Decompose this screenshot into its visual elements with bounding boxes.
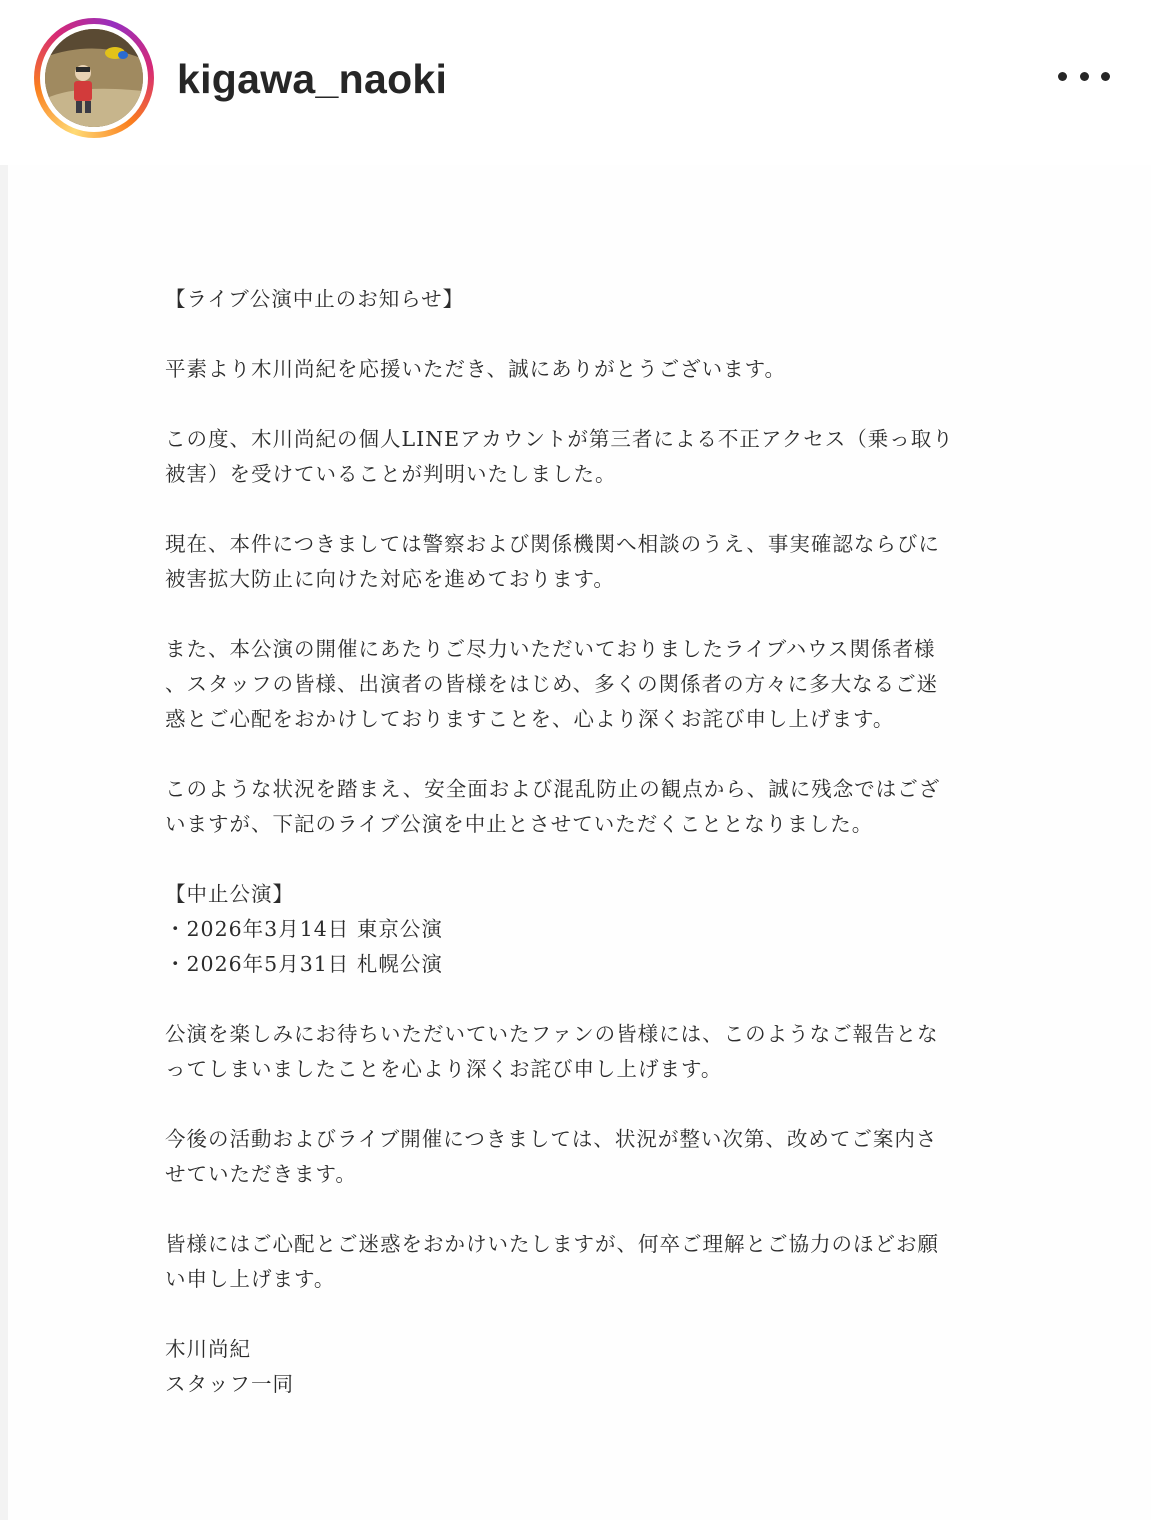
letter-paragraph-8: 皆様にはご心配とご迷惑をおかけいたしますが、何卒ご理解とご協力のほどお願 い申し上げます。 [165,1232,939,1291]
more-dot-icon [1101,72,1110,81]
cancelled-heading: 【中止公演】 [165,882,294,906]
avatar[interactable] [45,29,143,127]
letter-paragraph-3: 現在、本件につきましては警察および関係機関へ相談のうえ、事実確認ならびに 被害拡大防止に向けた対応を進めております。 [165,532,940,591]
letter-paragraph-1: 平素より木川尚紀を応援いただき、誠にありがとうございます。 [165,357,787,381]
letter-paragraph-2: この度、木川尚紀の個人LINEアカウントが第三者による不正アクセス（乗っ取り 被害）を受けていることが判明いたしました。 [165,427,954,486]
profile-photo-icon [45,29,143,127]
more-dot-icon [1058,72,1067,81]
post-header [0,0,1151,160]
signature-line: 木川尚紀 [165,1337,251,1361]
notice-document [8,165,1151,1520]
notice-letter [165,282,1025,1402]
signature [165,1332,1025,1402]
more-options-button[interactable] [1054,56,1114,96]
cancelled-item: ・2026年5月31日 札幌公演 [165,952,443,976]
cancelled-item: ・2026年3月14日 東京公演 [165,917,443,941]
letter-paragraph-6: 公演を楽しみにお待ちいただいていたファンの皆様には、このようなご報告とな ってしまいましたことを心より深くお詫び申し上げます。 [165,1022,939,1081]
letter-paragraph-4: また、本公演の開催にあたりご尽力いただいておりましたライブハウス関係者様 、スタッフの皆様、出演者の皆様をはじめ、多くの関係者の方々に多大なるご迷 惑とご心配をおかけしておりますことを、心より深くお詫び申し上げます。 [165,637,939,731]
letter-title: 【ライブ公演中止のお知らせ】 [165,287,465,311]
username[interactable]: kigawa_naoki [177,56,448,102]
avatar-gap [40,24,148,132]
more-dot-icon [1080,72,1089,81]
signature-line: スタッフ一同 [165,1372,294,1396]
letter-paragraph-7: 今後の活動およびライブ開催につきましては、状況が整い次第、改めてご案内さ せていただきます。 [165,1127,938,1186]
cancelled-shows [165,877,1025,982]
letter-paragraph-5: このような状況を踏まえ、安全面および混乱防止の観点から、誠に残念ではござ いますが、下記のライブ公演を中止とさせていただくこととなりました。 [165,777,941,836]
story-ring[interactable] [34,18,154,138]
post-image[interactable] [0,165,1151,1520]
